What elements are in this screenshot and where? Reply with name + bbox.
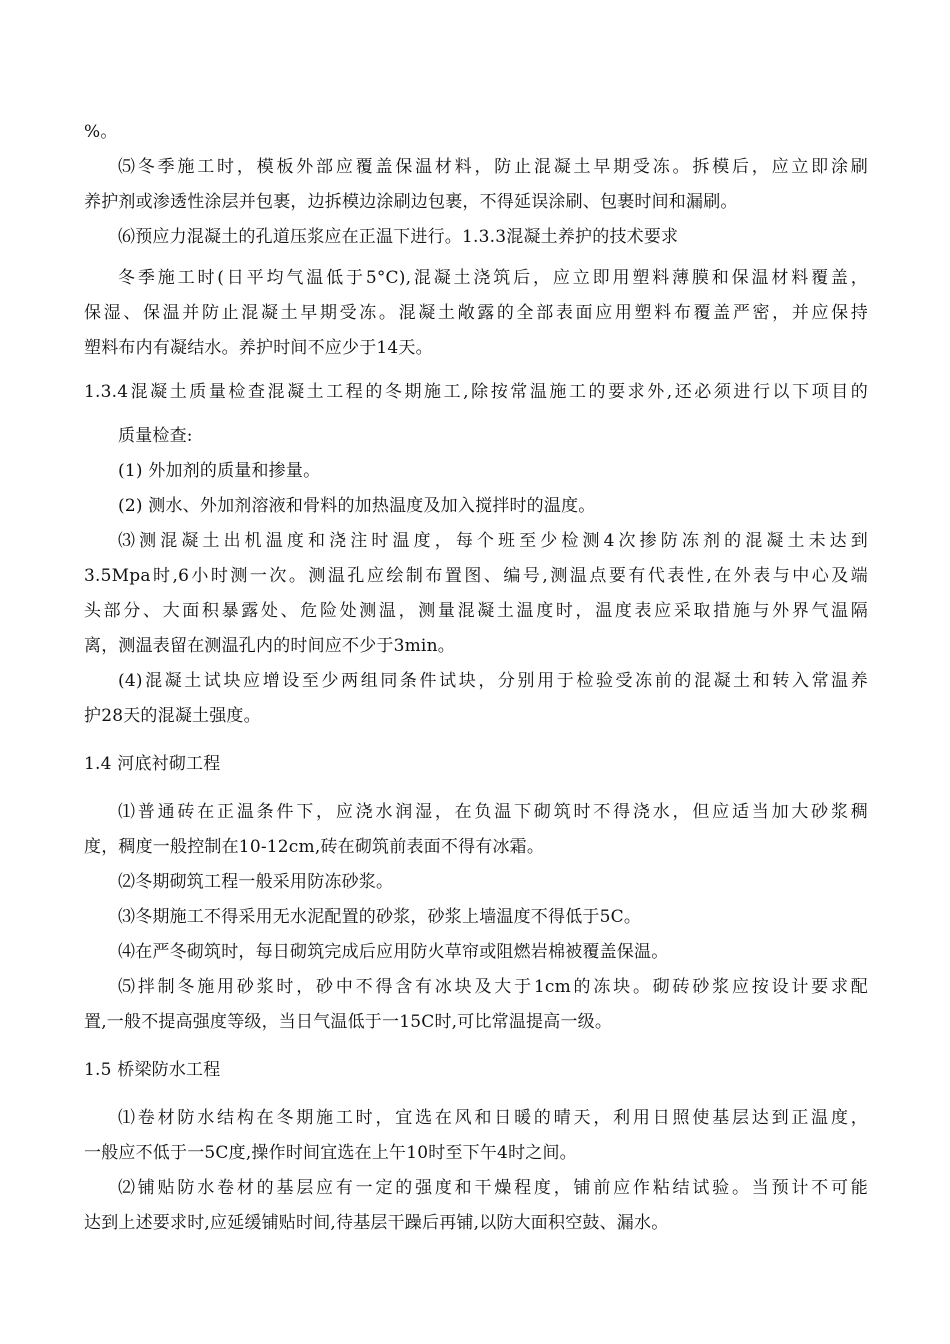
text-line: ⑴卷材防水结构在冬期施工时，宜选在风和日暖的晴天，利用日照使基层达到正温度， xyxy=(118,1108,868,1128)
text-line: 质量检查: xyxy=(118,426,193,446)
text-line: 护28天的混凝土强度。 xyxy=(84,706,261,726)
text-line: ⑴普通砖在正温条件下，应浇水润湿，在负温下砌筑时不得浇水，但应适当加大砂浆稠 xyxy=(118,802,868,822)
text-line: ⑵铺贴防水卷材的基层应有一定的强度和干燥程度，铺前应作粘结试验。当预计不可能 xyxy=(118,1178,868,1198)
text-line: (1) 外加剂的质量和掺量。 xyxy=(118,461,321,481)
text-line: 养护剂或渗透性涂层并包裹，边拆模边涂刷边包裹，不得延误涂刷、包裹时间和漏刷。 xyxy=(84,192,738,212)
text-line: 头部分、大面积暴露处、危险处测温，测量混凝土温度时，温度表应采取措施与外界气温隔 xyxy=(84,601,868,621)
text-line: (4)混凝土试块应增设至少两组同条件试块，分别用于检验受冻前的混凝土和转入常温养 xyxy=(118,671,868,691)
text-line: 一般应不低于一5C度,操作时间宜选在上午10时至下午4时之间。 xyxy=(84,1143,577,1163)
text-line: 塑料布内有凝结水。养护时间不应少于14天。 xyxy=(84,338,433,358)
text-line: 置,一般不提高强度等级，当日气温低于一15C时,可比常温提高一级。 xyxy=(84,1012,613,1032)
text-line: 1.3.4混凝土质量检查混凝土工程的冬期施工,除按常温施工的要求外,还必须进行以下项目的 xyxy=(84,382,868,402)
text-line: ⑶测混凝土出机温度和浇注时温度，每个班至少检测4次掺防冻剂的混凝土未达到 xyxy=(118,531,868,551)
text-line: 冬季施工时(日平均气温低于5°C),混凝土浇筑后，应立即用塑料薄膜和保温材料覆盖， xyxy=(118,268,868,288)
text-line: 度，稠度一般控制在10-12cm,砖在砌筑前表面不得有冰霜。 xyxy=(84,837,545,857)
text-line: 保湿、保温并防止混凝土早期受冻。混凝土敞露的全部表面应用塑料布覆盖严密，并应保持 xyxy=(84,303,868,323)
text-line: ⑸拌制冬施用砂浆时，砂中不得含有冰块及大于1cm的冻块。砌砖砂浆应按设计要求配 xyxy=(118,977,868,997)
text-line: %。 xyxy=(84,122,118,142)
text-line: ⑶冬期施工不得采用无水泥配置的砂浆，砂浆上墙温度不得低于5C。 xyxy=(118,907,642,927)
text-line: 达到上述要求时,应延缓铺贴时间,待基层干躁后再铺,以防大面积空鼓、漏水。 xyxy=(84,1213,669,1233)
text-line: 离，测温表留在测温孔内的时间应不少于3min。 xyxy=(84,636,455,656)
text-line: ⑸冬季施工时，模板外部应覆盖保温材料，防止混凝土早期受冻。拆模后，应立即涂刷 xyxy=(118,157,868,177)
section-heading: 1.5 桥梁防水工程 xyxy=(84,1060,221,1080)
text-line: ⑹预应力混凝土的孔道压浆应在正温下进行。1.3.3混凝土养护的技术要求 xyxy=(118,227,679,247)
section-heading: 1.4 河底衬砌工程 xyxy=(84,754,221,774)
text-line: ⑵冬期砌筑工程一般采用防冻砂浆。 xyxy=(118,872,394,892)
text-line: (2) 测水、外加剂溶液和骨料的加热温度及加入搅拌时的温度。 xyxy=(118,496,596,516)
text-line: 3.5Mpa时,6小时测一次。测温孔应绘制布置图、编号,测温点要有代表性,在外表与中心及端 xyxy=(84,566,868,586)
text-line: ⑷在严冬砌筑时，每日砌筑完成后应用防火草帘或阻燃岩棉被覆盖保温。 xyxy=(118,942,669,962)
